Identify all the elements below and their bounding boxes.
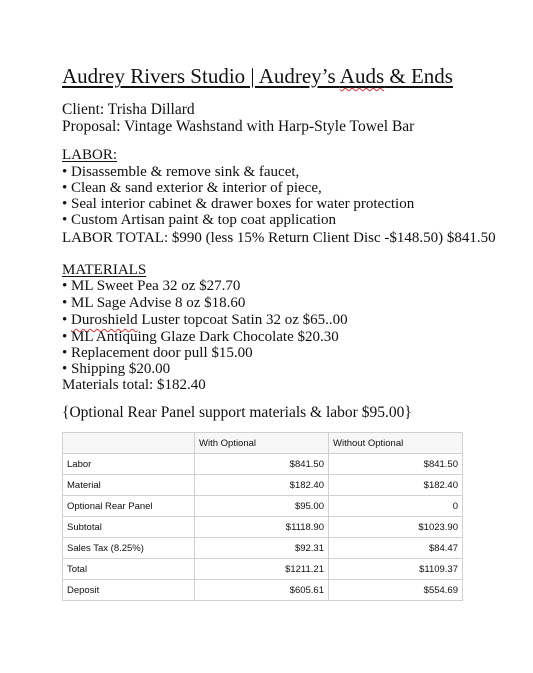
- table-row: [63, 538, 463, 559]
- labor-item: • Seal interior cabinet & drawer boxes for water protection: [62, 196, 415, 212]
- bullet-icon: •: [62, 212, 68, 228]
- row-label: Material: [63, 475, 195, 496]
- table-header-cell: Without Optional: [329, 433, 463, 454]
- without-optional-value: $1023.90: [329, 517, 463, 538]
- bullet-icon: •: [62, 278, 68, 294]
- with-optional-value: $182.40: [195, 475, 329, 496]
- row-label: Subtotal: [63, 517, 195, 538]
- material-item: • Shipping $20.00: [62, 361, 171, 377]
- title-main: Audrey Rivers Studio | Audrey’s: [62, 64, 340, 88]
- row-label: Optional Rear Panel: [63, 496, 195, 517]
- bullet-icon: •: [62, 312, 68, 328]
- bullet-icon: •: [62, 164, 68, 180]
- bullet-icon: •: [62, 345, 68, 361]
- bullet-icon: •: [62, 361, 68, 377]
- labor-total: LABOR TOTAL: $990 (less 15% Return Client Disc -$148.50) $841.50: [62, 230, 496, 246]
- without-optional-value: 0: [329, 496, 463, 517]
- without-optional-value: $84.47: [329, 538, 463, 559]
- client-line: Client: Trisha Dillard: [62, 101, 195, 118]
- materials-heading: MATERIALS: [62, 262, 147, 278]
- without-optional-value: $182.40: [329, 475, 463, 496]
- row-label: Deposit: [63, 580, 195, 601]
- proposal-line: Proposal: Vintage Washstand with Harp-Style Towel Bar: [62, 118, 415, 135]
- materials-total: Materials total: $182.40: [62, 377, 206, 393]
- table-row: [63, 496, 463, 517]
- with-optional-value: $605.61: [195, 580, 329, 601]
- with-optional-value: $92.31: [195, 538, 329, 559]
- with-optional-value: $1211.21: [195, 559, 329, 580]
- without-optional-value: $841.50: [329, 454, 463, 475]
- table-row: [63, 475, 463, 496]
- material-item: • ML Antiquing Glaze Dark Chocolate $20.30: [62, 329, 339, 345]
- material-item: • Replacement door pull $15.00: [62, 345, 253, 361]
- bullet-icon: •: [62, 180, 68, 196]
- table-row: [63, 517, 463, 538]
- labor-item: • Custom Artisan paint & top coat application: [62, 212, 336, 228]
- bullet-icon: •: [62, 295, 68, 311]
- optional-note: {Optional Rear Panel support materials & labor $95.00}: [62, 404, 412, 421]
- row-label: Total: [63, 559, 195, 580]
- document-title: [62, 64, 453, 88]
- row-label: Sales Tax (8.25%): [63, 538, 195, 559]
- labor-heading: LABOR:: [62, 147, 118, 163]
- table-header-cell: [63, 433, 195, 454]
- title-end: & Ends: [384, 64, 453, 88]
- bullet-icon: •: [62, 196, 68, 212]
- bullet-icon: •: [62, 329, 68, 345]
- material-item: • ML Sage Advise 8 oz $18.60: [62, 295, 246, 311]
- duroshield-word: Duroshield: [71, 312, 138, 328]
- material-item: • ML Sweet Pea 32 oz $27.70: [62, 278, 241, 294]
- table-row: [63, 580, 463, 601]
- with-optional-value: $841.50: [195, 454, 329, 475]
- table-header-row: [63, 433, 463, 454]
- table-row: [63, 559, 463, 580]
- labor-item: • Clean & sand exterior & interior of piece,: [62, 180, 322, 196]
- row-label: Labor: [63, 454, 195, 475]
- table-header-cell: With Optional: [195, 433, 329, 454]
- labor-item: • Disassemble & remove sink & faucet,: [62, 164, 300, 180]
- with-optional-value: $95.00: [195, 496, 329, 517]
- material-item: • Duroshield Luster topcoat Satin 32 oz $65..00: [62, 312, 348, 328]
- with-optional-value: $1118.90: [195, 517, 329, 538]
- table-row: [63, 454, 463, 475]
- without-optional-value: $554.69: [329, 580, 463, 601]
- cost-table: [62, 432, 463, 601]
- title-auds: Auds: [339, 64, 385, 88]
- without-optional-value: $1109.37: [329, 559, 463, 580]
